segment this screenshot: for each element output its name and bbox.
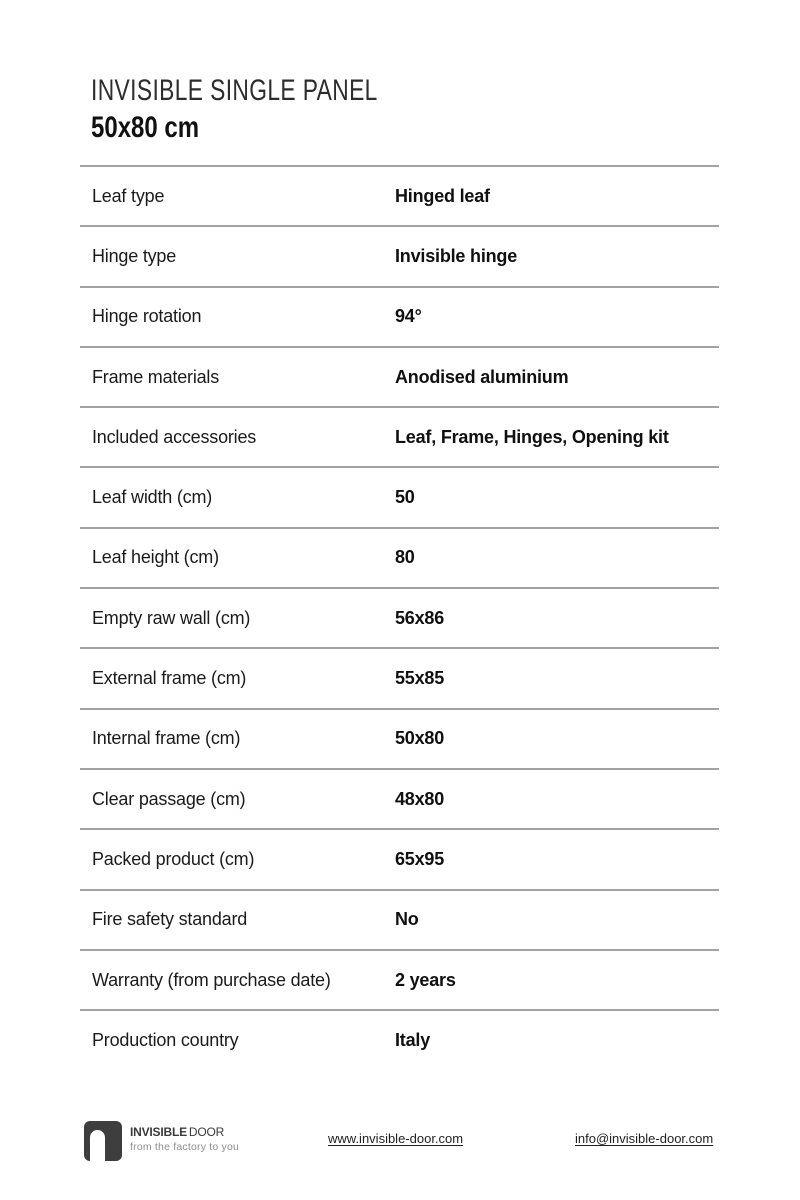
brand-name-primary: INVISIBLE	[130, 1125, 187, 1139]
spec-row-label: External frame (cm)	[92, 668, 247, 689]
page-header	[91, 76, 468, 143]
spec-row	[80, 949, 719, 1009]
email-link[interactable]: info@invisible-door.com	[575, 1131, 714, 1146]
spec-row-label: Production country	[92, 1029, 239, 1050]
spec-row-label: Internal frame (cm)	[92, 728, 241, 749]
spec-row-value: 65x95	[395, 848, 445, 869]
page-title: INVISIBLE SINGLE PANEL	[91, 74, 378, 107]
spec-row-label: Clear passage (cm)	[92, 788, 246, 809]
brand-name-secondary: DOOR	[188, 1125, 225, 1139]
spec-row	[80, 346, 719, 406]
page-footer	[0, 1110, 800, 1180]
spec-row-label: Packed product (cm)	[92, 848, 255, 869]
spec-table	[80, 165, 719, 1069]
spec-row	[80, 1009, 719, 1069]
spec-row	[80, 708, 719, 768]
spec-row-label: Leaf width (cm)	[92, 487, 213, 508]
door-icon	[84, 1121, 122, 1161]
spec-row	[80, 587, 719, 647]
spec-row-value: Anodised aluminium	[395, 366, 569, 387]
spec-row-value: 55x85	[395, 668, 445, 689]
brand-tagline: from the factory to you	[130, 1141, 240, 1153]
spec-row-label: Empty raw wall (cm)	[92, 607, 251, 628]
spec-row	[80, 828, 719, 888]
spec-row-value: 48x80	[395, 788, 445, 809]
spec-row	[80, 225, 719, 285]
spec-row-label: Fire safety standard	[92, 909, 248, 930]
spec-row-value: No	[395, 909, 419, 930]
spec-row-value: Italy	[395, 1029, 431, 1050]
spec-row	[80, 768, 719, 828]
spec-row-label: Leaf type	[92, 185, 165, 206]
spec-row	[80, 527, 719, 587]
spec-row-value: 50	[395, 487, 415, 508]
spec-row-value: Invisible hinge	[395, 245, 518, 266]
spec-row	[80, 889, 719, 949]
spec-row-value: 80	[395, 547, 415, 568]
spec-row-label: Included accessories	[92, 426, 257, 447]
company-logo	[84, 1120, 289, 1170]
spec-row	[80, 466, 719, 526]
spec-row-value: 2 years	[395, 969, 456, 990]
spec-row	[80, 165, 719, 225]
spec-row-value: 50x80	[395, 728, 445, 749]
spec-row	[80, 647, 719, 707]
spec-row-value: Hinged leaf	[395, 185, 490, 206]
spec-row-label: Hinge type	[92, 245, 177, 266]
spec-row-value: 94°	[395, 306, 422, 327]
page-subtitle-size: 50x80 cm	[91, 111, 200, 144]
spec-row-label: Frame materials	[92, 366, 220, 387]
spec-row	[80, 406, 719, 466]
spec-row-label: Leaf height (cm)	[92, 547, 219, 568]
spec-row	[80, 286, 719, 346]
spec-row-value: Leaf, Frame, Hinges, Opening kit	[395, 426, 669, 447]
spec-row-value: 56x86	[395, 607, 445, 628]
spec-row-label: Warranty (from purchase date)	[92, 969, 331, 990]
spec-row-label: Hinge rotation	[92, 306, 202, 327]
brand-name	[130, 1125, 224, 1139]
website-link[interactable]: www.invisible-door.com	[328, 1131, 464, 1146]
